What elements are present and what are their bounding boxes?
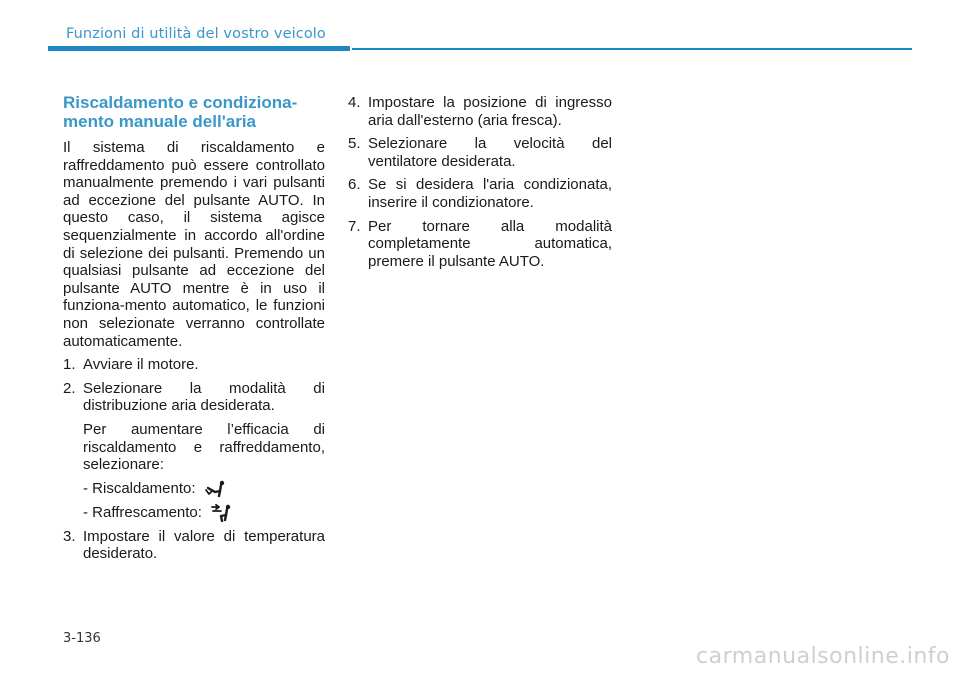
step-text: Impostare il valore di temperatura desiderato. [83, 527, 325, 563]
step-text: Avviare il motore. [83, 356, 199, 374]
step-5 [348, 135, 612, 170]
step-text: Impostare la posizione di ingresso aria dall'esterno (aria fresca). [368, 94, 612, 129]
step-number: 5. [348, 135, 361, 153]
floor-mode-icon [204, 480, 226, 498]
step-text: Selezionare la velocità del ventilatore desiderata. [368, 135, 612, 170]
step-2 [63, 380, 325, 415]
step-text: Selezionare la modalità di distribuzione aria desiderata. [83, 379, 325, 415]
step-3 [63, 528, 325, 563]
section-title [63, 94, 325, 131]
step-text: Per tornare alla modalità completamente automatica, premere il pulsante AUTO. [368, 217, 612, 270]
step-number: 2. [63, 379, 76, 397]
heating-line [63, 480, 325, 498]
face-mode-icon [210, 504, 232, 522]
left-column [63, 94, 325, 569]
intro-paragraph: Il sistema di riscaldamento e raffreddamento può essere controllato manualmente premendo i vari pulsanti ad eccezione del pulsante AUTO. In questo caso, il sistema agisce sequenzialmente in accordo all'ordine di selezione dei pulsanti. Premendo un qualsiasi pulsante ad eccezione del pulsante AUTO mentre è in uso il funziona-mento automatico, le funzioni non selezionate verranno controllate automaticamente. [63, 139, 325, 350]
step-number: 4. [348, 94, 361, 111]
chapter-title: Funzioni di utilità del vostro veicolo [66, 26, 326, 42]
right-column [348, 94, 612, 276]
step-text: Se si desidera l'aria condizionata, inserire il condizionatore. [368, 176, 612, 211]
step-1 [63, 356, 325, 374]
step-4 [348, 94, 612, 129]
watermark: carmanualsonline.info [696, 644, 950, 669]
step-2-note: Per aumentare l’efficacia di riscaldamento e raffreddamento, selezionare: [83, 420, 325, 474]
heating-label: - Riscaldamento: [83, 479, 196, 497]
step-7 [348, 218, 612, 271]
page-number: 3-136 [63, 631, 101, 646]
cooling-label: - Raffrescamento: [83, 503, 202, 521]
header-rule-thin [352, 48, 912, 50]
step-number: 7. [348, 217, 361, 235]
header-rule-thick [48, 46, 350, 51]
section-title-line-1: Riscaldamento e condiziona- [63, 93, 298, 112]
step-6 [348, 176, 612, 211]
step-number: 6. [348, 176, 361, 194]
step-number: 1. [63, 356, 76, 374]
cooling-line [63, 504, 325, 522]
step-number: 3. [63, 527, 76, 545]
section-title-line-2: mento manuale dell'aria [63, 111, 256, 131]
